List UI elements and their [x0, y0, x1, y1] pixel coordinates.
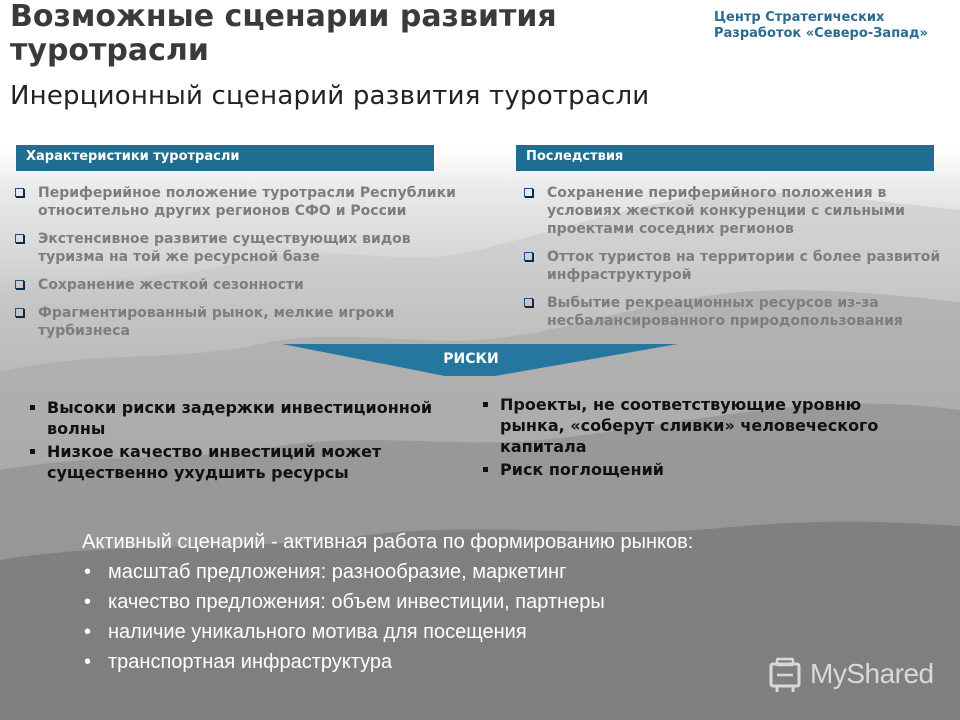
- bullet-icon: •: [84, 621, 92, 643]
- list-item: • масштаб предложения: разнообразие, маркетинг: [82, 557, 882, 587]
- slide-subtitle: Инерционный сценарий развития туротрасли: [10, 81, 650, 111]
- square-bullet-icon: [483, 467, 488, 472]
- list-item: Выбытие рекреационных ресурсов из-за несбалансированного природопользования: [521, 294, 946, 330]
- watermark-text: MyShared: [810, 658, 934, 689]
- active-scenario: [82, 527, 882, 677]
- bullet-icon: •: [84, 591, 92, 613]
- list-item: Низкое качество инвестиций может существенно ухудшить ресурсы: [29, 441, 469, 483]
- bullet-icon: •: [84, 561, 92, 583]
- slide-title: Возможные сценарии развития туротрасли: [10, 0, 557, 68]
- square-bullet-icon: [30, 405, 35, 410]
- list-item: • транспортная инфраструктура: [82, 647, 882, 677]
- list-item: Сохранение жесткой сезонности: [12, 276, 467, 294]
- list-item: Проекты, не соответствующие уровню рынка, «соберут сливки» человеческого капитала: [482, 394, 912, 457]
- square-bullet-icon: [30, 449, 35, 454]
- list-item: Сохранение периферийного положения в условиях жесткой конкуренции с сильными проектами соседних регионов: [521, 184, 946, 238]
- square-bullet-icon: [483, 402, 488, 407]
- organization-name: Центр Стратегических Разработок «Северо-Запад»: [714, 10, 928, 41]
- consequences-header: Последствия: [516, 145, 934, 171]
- risks-label: РИСКИ: [443, 351, 499, 367]
- active-scenario-list: [82, 557, 882, 677]
- list-item: Фрагментированный рынок, мелкие игроки турбизнеса: [12, 304, 467, 340]
- list-item: Риск поглощений: [482, 459, 912, 480]
- list-item: Периферийное положение туротрасли Республики относительно других регионов СФО и России: [12, 184, 467, 220]
- list-item: Экстенсивное развитие существующих видов туризма на той же ресурсной базе: [12, 230, 467, 266]
- list-item: Отток туристов на территории с более развитой инфраструктурой: [521, 248, 946, 284]
- bullet-icon: •: [84, 651, 92, 673]
- active-scenario-intro: Активный сценарий - активная работа по формированию рынков:: [82, 531, 694, 553]
- characteristics-header: Характеристики туротрасли: [16, 145, 434, 171]
- list-item: • наличие уникального мотива для посещения: [82, 617, 882, 647]
- list-item: • качество предложения: объем инвестиции, партнеры: [82, 587, 882, 617]
- risks-left-list: [29, 397, 469, 485]
- risks-right-list: [482, 394, 912, 482]
- list-item: Высоки риски задержки инвестиционной волны: [29, 397, 469, 439]
